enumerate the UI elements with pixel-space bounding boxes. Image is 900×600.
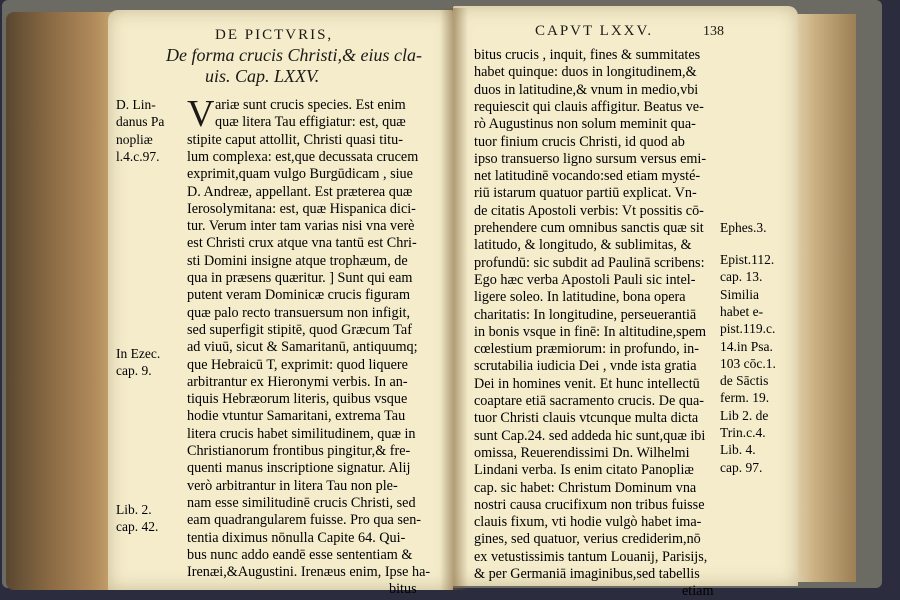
left-body-line: nam esse similitudinē crucis Christi, sed bbox=[187, 494, 416, 511]
right-body-line: net latitudinē vocando:sed etiam mysté- bbox=[474, 168, 701, 185]
right-body-line: omissa, Reuerendissimi Dn. Wilhelmi bbox=[474, 444, 690, 461]
right-body-line: riū istarum quatuor partiū explicat. Vn- bbox=[474, 185, 697, 202]
left-page-edges bbox=[6, 12, 116, 590]
left-body-line: quenti manus inscriptione signatur. Alij bbox=[187, 460, 411, 477]
left-body-line: bus nunc addo eandē esse sententiam & bbox=[187, 546, 413, 563]
right-margin-note-line: pist.119.c. bbox=[720, 321, 776, 337]
right-margin-note-line: Ephes.3. bbox=[720, 220, 767, 235]
chapter-title-line-1: De forma crucis Christi,& eius cla- bbox=[166, 45, 422, 65]
right-body-line: tuor finium crucis Christi, id quod ab bbox=[474, 133, 685, 150]
right-body-line: profundū: sic subdit ad Paulinā scribens: bbox=[474, 254, 705, 271]
right-body-line: rò Augustinus non solum meminit qua- bbox=[474, 116, 696, 133]
left-body-line: sti Domini insigne atque trophæum, de bbox=[187, 252, 408, 269]
left-body-line: arbitrantur ex Hieronymi verbis. In an- bbox=[187, 373, 408, 390]
left-body-line: que Hebraicū T, exprimit: quod liquere bbox=[187, 356, 408, 373]
right-body-line: clauis fixum, vti hodie vulgò habet ima- bbox=[474, 514, 702, 531]
left-body-line: ad viuū, sicut & Samaritanū, antiquumq; bbox=[187, 339, 418, 356]
right-margin-note-line: Trin.c.4. bbox=[720, 425, 766, 440]
left-body-line: Christianorum frontibus pingitur,& fre- bbox=[187, 443, 411, 459]
right-body-line: prehendere cum omnibus sanctis quæ sit bbox=[474, 220, 704, 236]
left-body-line: tentia diximus nōnulla Capite 64. Qui- bbox=[187, 529, 406, 546]
right-body-line: bitus crucis , inquit, fines & summitates bbox=[474, 47, 701, 63]
chapter-title-line-2: uis. Cap. LXXV. bbox=[205, 66, 320, 86]
left-running-head: DE PICTVRIS, bbox=[215, 27, 334, 43]
right-body-line: scrutabilia iudicia Dei , vnde ista gratia bbox=[474, 358, 697, 375]
right-body-line: & per Germaniā imaginibus,sed tabellis bbox=[474, 566, 700, 582]
right-margin-note-line: Similia bbox=[720, 286, 760, 302]
right-margin-note-line: Lib. 4. bbox=[720, 442, 756, 458]
right-body-line: cap. sic habet: Christum Dominum vna bbox=[474, 479, 697, 496]
left-body-line: D. Andreæ, appellant. Est præterea quæ bbox=[187, 183, 413, 200]
right-body-line: Ego hæc verba Apostoli Pauli sic intel- bbox=[474, 271, 696, 288]
left-body-line: Ierosolymitana: est, quæ Hispanica dici- bbox=[187, 200, 416, 217]
right-body-line: charitatis: In longitudine, perseuerantiā bbox=[474, 306, 697, 323]
right-margin-note-line: ferm. 19. bbox=[720, 390, 770, 406]
left-body-line: litera crucis habet similitudinem, quæ in bbox=[187, 425, 416, 442]
right-margin-note-line: 14.in Psa. bbox=[720, 338, 773, 354]
right-running-head: CAPVT LXXV. bbox=[535, 23, 654, 39]
left-body-line: Irenæi,&Augustini. Irenæus enim, Ipse ha- bbox=[187, 564, 431, 581]
right-body-line: in bonis vsque in finē: In altitudine,spem bbox=[474, 323, 707, 340]
right-body-line: requiescit qui clauis affigitur. Beatus ve- bbox=[474, 98, 704, 115]
left-body-line: quæ litera Tau effigiatur: est, quæ bbox=[215, 114, 406, 131]
right-body-line: Lindani verba. Is enim citato Panopliæ bbox=[474, 462, 694, 479]
left-body-line: quæ palo recto transuersum non infigit, bbox=[187, 304, 411, 321]
left-body-line: est Christi crux atque vna tantū est Chri- bbox=[187, 235, 417, 252]
drop-cap: V bbox=[187, 93, 215, 135]
right-body-line: etiam bbox=[682, 583, 714, 600]
left-body-line: lum complexa: est,que decussata crucem bbox=[187, 148, 419, 165]
left-margin-note-line: l.4.c.97. bbox=[116, 148, 160, 164]
left-body-line: sed superfigit stipitē, quod Græcum Taf bbox=[187, 321, 412, 338]
left-margin-note-line: cap. 42. bbox=[116, 519, 159, 535]
right-body-line: cœlestium præmiorum: in profundo, in- bbox=[474, 341, 700, 358]
left-margin-note-line: D. Lin- bbox=[116, 97, 156, 112]
right-margin-note-line: habet e- bbox=[720, 303, 764, 319]
left-margin-note-line: danus Pa bbox=[116, 114, 165, 130]
right-body-line: ligere soleo. In latitudine, bona opera bbox=[474, 289, 686, 306]
left-body-line: qua in præsens quæritur. ] Sunt qui eam bbox=[187, 270, 413, 286]
left-margin-note-line: Lib. 2. bbox=[116, 502, 152, 517]
right-body-line: sunt Cap.24. sed addeda hic sunt,quæ ibi bbox=[474, 427, 706, 444]
right-margin-note-line: cap. 97. bbox=[720, 459, 763, 475]
left-body-line: hodie vtuntur Samaritani, extrema Tau bbox=[187, 408, 406, 425]
right-margin-note-line: 103 cōc.1. bbox=[720, 355, 776, 371]
right-body-line: coaptare etiā sacramento crucis. De qua- bbox=[474, 393, 705, 409]
left-body-line: eam quadrangularem fuisse. Pro qua sen- bbox=[187, 512, 422, 529]
right-body-line: ex vetustissimis tantum Louanij, Parisijs, bbox=[474, 548, 708, 565]
right-margin-note-line: cap. 13. bbox=[720, 269, 763, 285]
left-body-line: tiquis Hebræorum literis, quibus vsque bbox=[187, 391, 408, 408]
left-margin-note-line: cap. 9. bbox=[116, 363, 152, 379]
right-margin-note-line: Epist.112. bbox=[720, 252, 775, 267]
right-body-line: nostri causa crucifixum non tribus fuisse bbox=[474, 496, 705, 513]
left-margin-note-line: nopliæ bbox=[116, 131, 153, 147]
right-body-line: gines, sed quatuor, verius crediderim,nō bbox=[474, 531, 701, 548]
right-body-line: tuor Christi clauis vtcunque multa dicta bbox=[474, 410, 699, 427]
right-body-line: ipso transuerso ligno sursum versus emi- bbox=[474, 150, 707, 167]
left-body-line: bitus bbox=[389, 581, 417, 598]
right-body-line: habet quinque: duos in longitudinem,& bbox=[474, 64, 697, 81]
right-body-line: de citatis Apostoli verbis: Vt possitis cō- bbox=[474, 202, 704, 219]
left-body-line: stipite caput attollit, Christi quasi titu- bbox=[187, 131, 403, 148]
left-body-line: putent veram Dominicæ crucis figuram bbox=[187, 287, 410, 304]
left-margin-note-line: In Ezec. bbox=[116, 346, 161, 361]
right-margin-note-line: de Sāctis bbox=[720, 373, 769, 389]
right-page-edges bbox=[790, 14, 856, 582]
right-margin-note-line: Lib 2. de bbox=[720, 407, 769, 423]
right-body-line: duos in latitudine,& vnum in medio,vbi bbox=[474, 81, 699, 98]
left-body-line: tur. Verum inter tam varias nisi vna verè bbox=[187, 218, 415, 235]
left-body-line: exprimit,quam vulgo Burgūdicam , siue bbox=[187, 166, 413, 183]
left-body-line: ariæ sunt crucis species. Est enim bbox=[215, 97, 406, 113]
left-body-line: verò arbitrantur in litera Tau non ple- bbox=[187, 477, 398, 494]
page-number: 138 bbox=[703, 24, 724, 39]
right-body-line: Dei in homines venit. Et hunc intellectū bbox=[474, 375, 700, 392]
book-gutter bbox=[440, 8, 468, 590]
right-body-line: latitudo, & longitudo, & sublimitas, & bbox=[474, 237, 692, 254]
